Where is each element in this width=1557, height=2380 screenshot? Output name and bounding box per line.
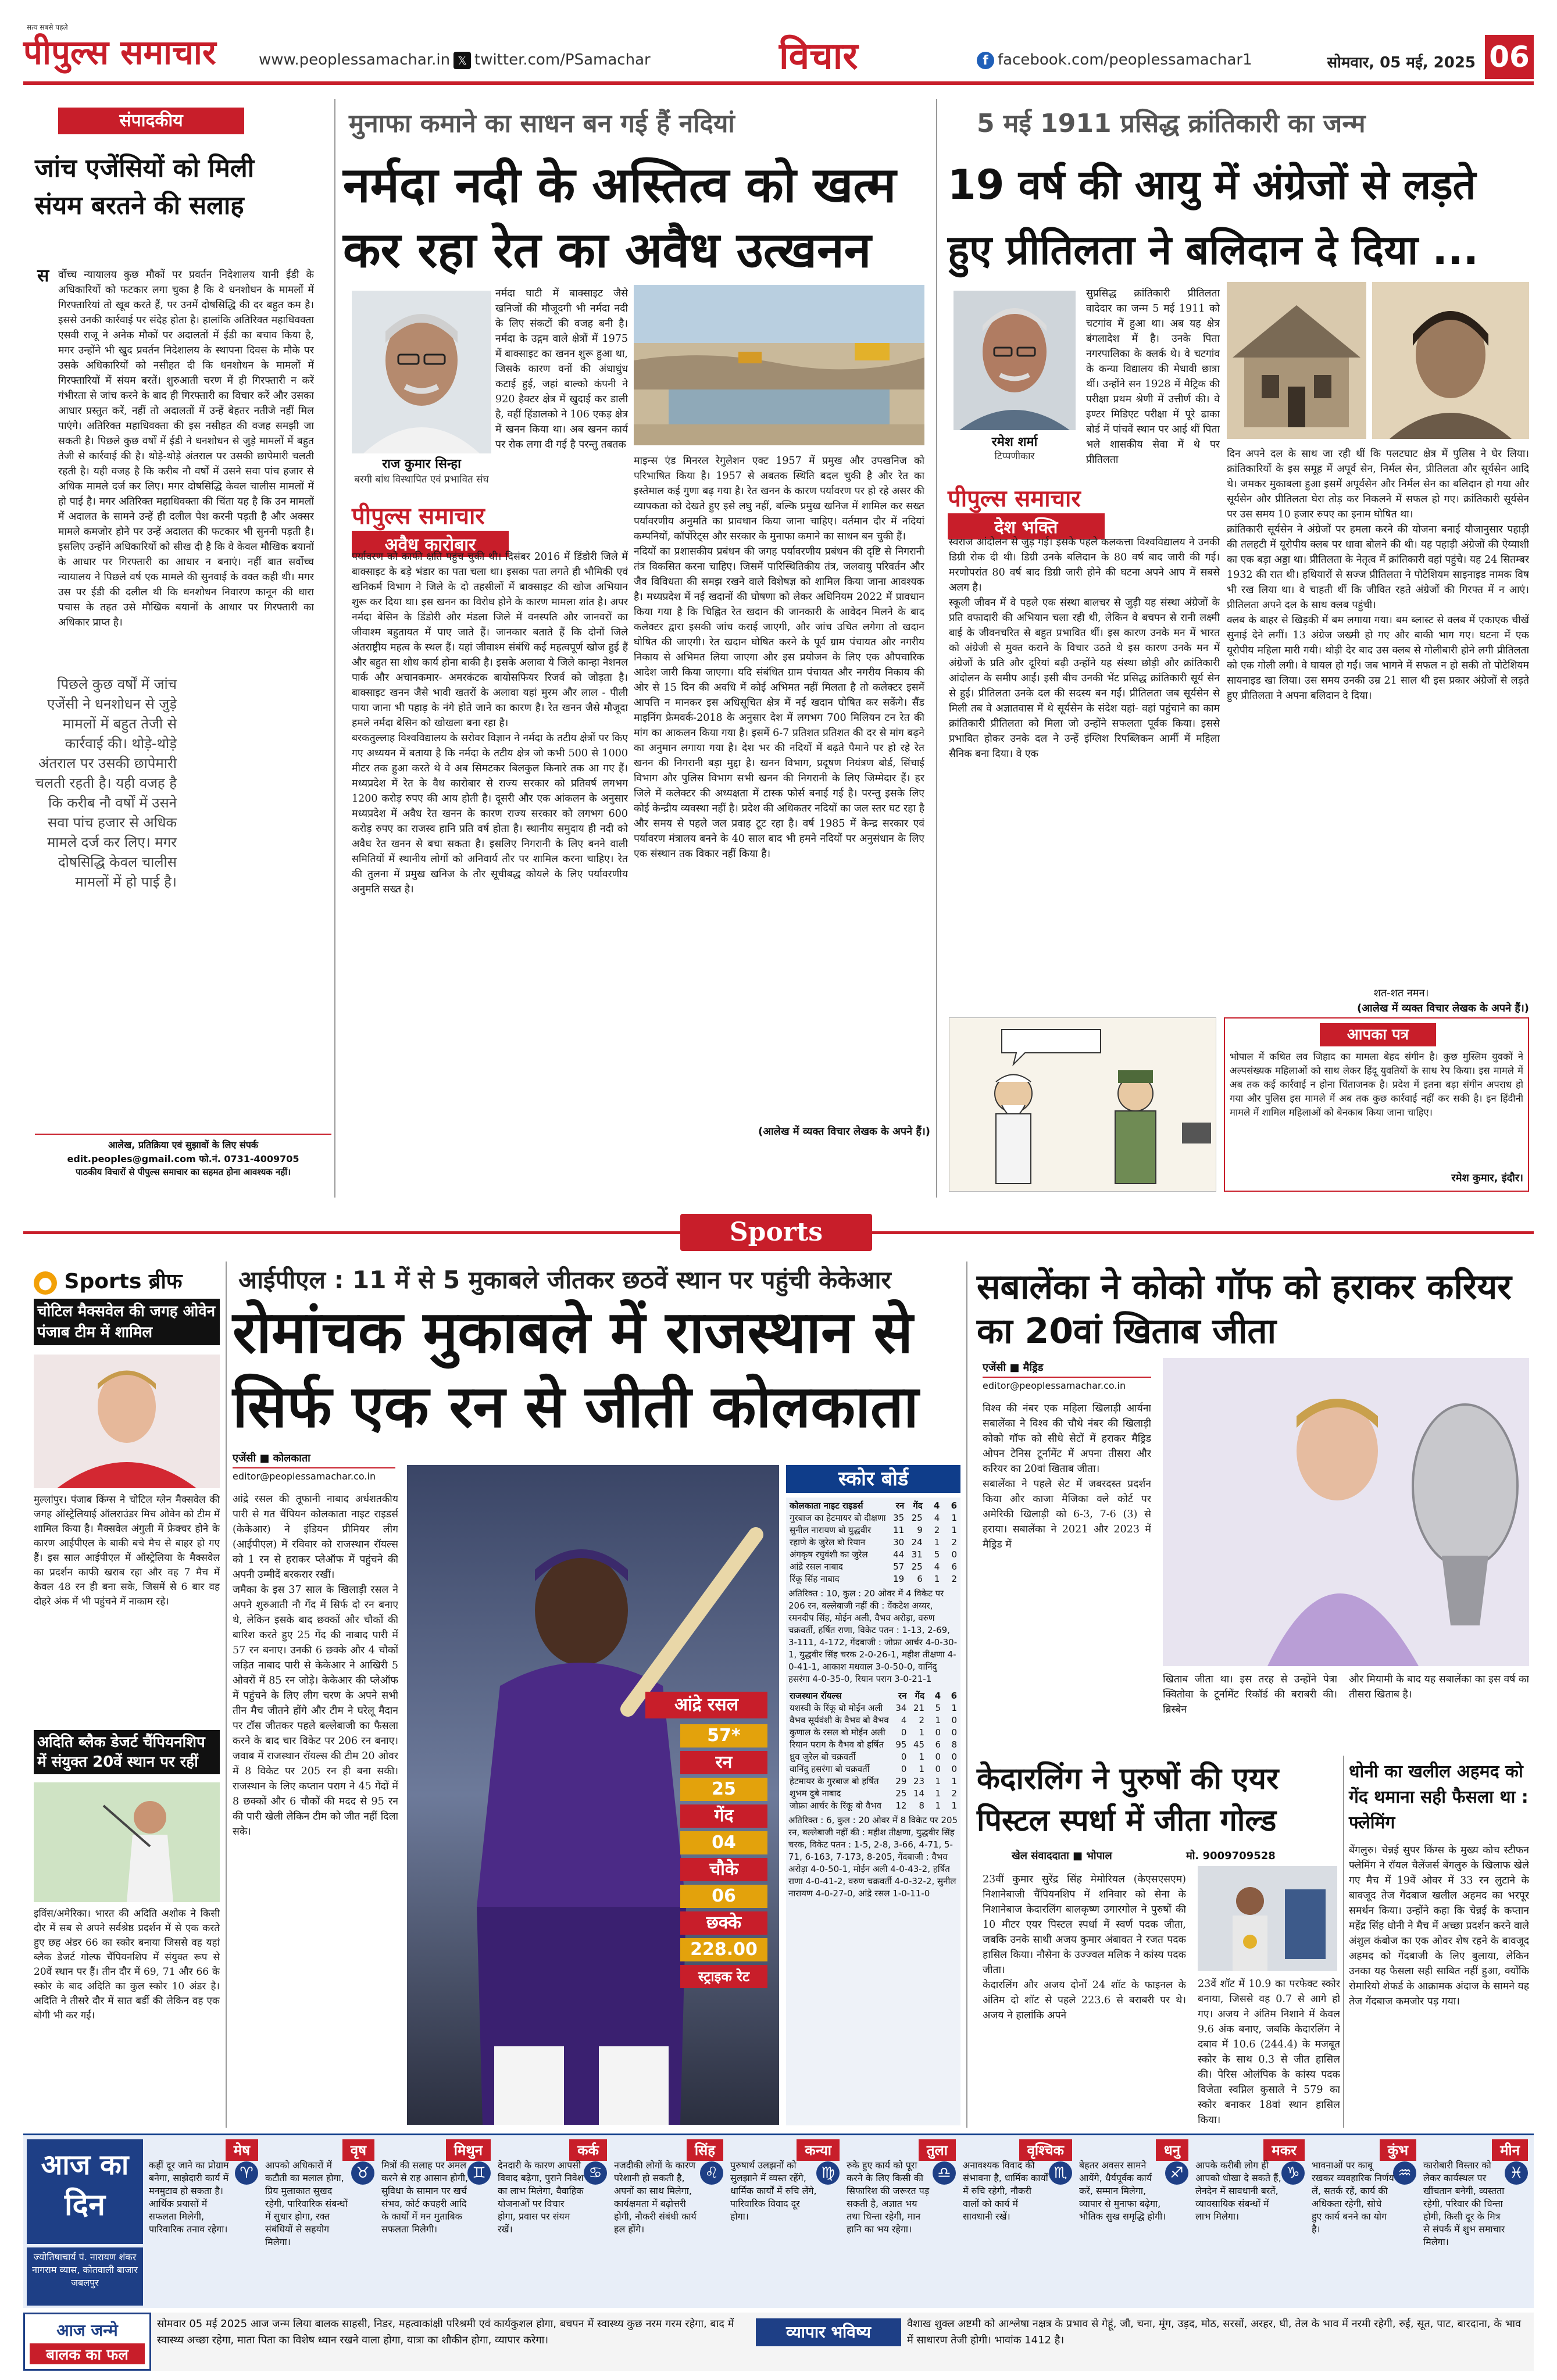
sports-brief-tag [34, 1266, 183, 1295]
editorial-email[interactable]: edit.peoples@gmail.com फो.नं. 0731-4009705 [67, 1153, 299, 1164]
stat-sixes-label: छक्के [680, 1911, 767, 1935]
horoscope-sign-vrishchik [960, 2138, 1076, 2307]
header-runs: रन [898, 1691, 907, 1701]
fours: 4 [934, 1561, 940, 1572]
brief2-body: इविंस/अमेरिका। भारत की अदिति अशोक ने किसी दौर में सब से अपने सर्वश्रेष्ठ प्रदर्शन में से एक करते हुए छह अंडर 66 का स्कोर बनाया जिससे वह यहां ब्लैक डेजर्ट गोल्फ चैंपियनशिप में संयुक्त रूप से 20वें स्थान पर हैं। तीन दौर में 69, 71 और 66 के स्कोर के बाद अदिति का कुल स्कोर 10 अंडर है। अदिति ने तीसरे दौर में सात बर्डी की लेकिन वह एक बोगी भी कर गईं। [34, 1908, 220, 2021]
header-fours: 4 [933, 1500, 940, 1511]
sign-text: देनदारी के कारण आपसी विवाद बढ़ेगा, पुराने निवेश का लाभ मिलेगा, वैवाहिक योजनाओं पर विचार होगा, प्रवास पर संयम रखें। [498, 2160, 584, 2235]
sand-mining-photo [634, 285, 924, 445]
ipl-headline: रोमांचक मुकाबले में राजस्थान से सिर्फ एक रन से जीती कोलकाता [233, 1298, 919, 1441]
runs: 25 [895, 1788, 907, 1799]
horoscope-sign-makar [1193, 2138, 1308, 2307]
stat-fours-value: 04 [680, 1831, 767, 1854]
x-twitter-icon: 𝕏 [453, 52, 471, 69]
sign-text: बेहतर अवसर सामने आयेंगे, धैर्यपूर्वक कार्य करें, सम्मान मिलेगा, व्यापार से मुनाफा बढ़ेगा, भौतिक सुख समृद्धि होगी। [1079, 2160, 1166, 2222]
sixes: 6 [951, 1561, 957, 1572]
twitter-handle: twitter.com/PSamachar [474, 51, 651, 69]
narmada-body-right: माइन्स एंड मिनरल रेगुलेशन एक्ट 1957 में प्रमुख और उपखनिज को परिभाषित किया है। 1957 से अबतक स्थिति बदल चुकी है और रेत का इस्तेमाल कई गुणा बढ़ गया है। रेत खनन के कारण पर्यावरण पर हो रहे असर की व्यापकता को देखते हुए इसे लघु नहीं, बल्कि प्रमुख खनिज में शामिल कर सख्त पर्यावरणीय अनुमति का प्रावधान किया जाना चाहिए। वर्तमान दौर में नदियां कम्पनियों, कॉर्पोरेट्स और सरकार के मुनाफा कमाने का साधन बन चुकी हैं। नदियों का प्रशासकीय प्रबंधन की जगह पर्यावरणीय प्रबंधन की दृष्टि से निगरानी तंत्र विकसित करना चाहिए। जिसमें पारिस्थितिकीय तंत्र, जलवायु परिवर्तन और जैव विविधता की समझ रखने वाले विशेषज्ञ को शामिल किया जाना आवश्यक है। मध्यप्रदेश में नई खदानों की घोषणा को लेकर अधिनियम 2022 में प्रावधान किया गया है कि चिह्नित रेत खदान की जानकारी के आवेदन मिलने के बाद कलेक्टर द्वारा इसकी जांच कराई जाएगी, और जांच उचित लगेगा तो खदान घोषित की जाएगी। रेत खदान घोषित करने के पूर्व ग्राम पंचायत और नगरीय निकाय से अभिमत लिया जाएगा और इस प्रयोजन के लिए एक औपचारिक आदेश जारी किया जाएगा। यदि संबंधित ग्राम पंचायत और नगरीय निकाय की ओर से 15 दिन की अवधि में कोई अभिमत नहीं मिलता है तो कलेक्टर इसमें आपत्ति न मानकर इस अधिसूचित क्षेत्र में नई खदान घोषित कर सकेंगे। सैंड माइनिंग फ्रेमवर्क-2018 के अनुसार देश में लगभग 700 मिलियन टन रेत की मांग का आकलन किया गया है। इसमें 6-7 प्रतिशत प्रतिशत की दर से मांग बढ़ने का अनुमान लगाया गया है। देश भर की नदियों में बढ़ते पैमाने पर हो रहे रेत खनन की निगरानी बड़ा मुद्दा है। खनन विभाग, प्रदूषण नियंत्रण बोर्ड, सिंचाई विभाग और पुलिस विभाग सभी खनन की निगरानी के लिए जिम्मेदार हैं। हर जिले में कलेक्टर की अध्यक्षता में टास्क फोर्स बनाई गई है। परन्तु इसके लिए कोई केन्द्रीय व्यवस्था नहीं है। प्रदेश की अधिकतर नदियों का जल स्तर घट रहा है और समय से पहले जल प्रवाह टूट रहा है। वर्ष 1985 में केन्द्र सरकार एवं पर्यावरण मंत्रालय बनने के 40 साल बाद भी हमने नदियों पर अनुसंधान के लिए एक संस्थान तक विकार नहीं किया है। [634, 455, 924, 860]
horoscope-sign-kumbh [1309, 2138, 1420, 2307]
brief1-headline: चोटिल मैक्सवेल की जगह ओवेन पंजाब टीम में शामिल [34, 1299, 220, 1345]
masthead [23, 21, 1534, 85]
sagittarius-icon: ♐ [1165, 2161, 1188, 2185]
batter: जोफ्रा आर्चर के रिंकू बो वैभव [790, 1800, 882, 1811]
column-brand [948, 481, 1105, 539]
pritilata-body-right: दिन अपने दल के साथ जा रही थीं कि पलटघाट क्षेत्र में पुलिस ने घेर लिया। क्रांतिकारियों के इस समूह में अपूर्व सेन, निर्मल सेन, प्रीतिलता और सूर्यसेन आदि थे। जमकर मुकाबला हुआ इसमें अपूर्वसेन और निर्मल सेन का बलिदान हो गया और सूर्यसेन और प्रीतिलता घेरा तोड़ कर निकलने में सफल हो गए। क्रांतिकारी सूर्यसेन पर उस समय 10 हजार रुपए का इनाम घोषित था। क्रांतिकारी सूर्यसेन ने अंग्रेजों पर हमला करने की योजना बनाई यौजानुसार पहाड़ी की तलहटी में यूरोपीय क्लब पर धावा बोलने की थी। यह पहाड़ी अंग्रेजों की ऐय्याशी का एक बड़ा अड्डा था। प्रीतिलता के नेतृत्व में क्रांतिकारी वहां पहुंचे। यह 24 सितम्बर 1932 की रात थी। हथियारों से सज्ज प्रीतिलता ने पोटेशियम साइनाइड नामक विष भी रख लिया था। वे चाहती थीं कि जीवित रहते अंग्रेजों की गिरफ्त में न आएं। प्रीतिलता अपने दल के साथ क्लब पहुंची। क्लब के बाहर से खिड़की में बम लगाया गया। बम ब्लास्ट से क्लब में एकाएक चीखें सुनाई देने लगीं। 13 अंग्रेज जख्मी हो गए और बाकी भाग गए। घटना में एक यूरोपीय महिला मारी गयी। थोड़ी देर बाद उस क्लब से गोलीबारी होने लगी प्रीतिलता को एक गोली लगी। वे घायल हो गईं। जब भागने में सफल न हो सकी तो पोटेशियम सायनाइड खा लिया। उस समय उनकी उम्र 21 साल थी इस प्रकार अंग्रेजों से लड़ते हुए प्रीतिलता ने अपना बलिदान दे दिया। [1227, 448, 1529, 702]
pisces-icon: ♓ [1505, 2161, 1528, 2185]
letters-body: भोपाल में कथित लव जिहाद का मामला बेहद संगीन है। कुछ मुस्लिम युवकों ने अल्पसंख्यक महिलाओं को साथ लेकर हिंदू युवतियों के साथ रेप किया। इस मामले में अब तक कई कार्रवाई न होना चिंताजनक है। प्रदेश में इतना बड़ा संगीन अपराध हो गया और पुलिस इस मामले में अब तक कुछ कार्रवाई नहीं कर सकी है। इन हिंदीनी मामले में शामिल महिलाओं को बेनकाब किया जाना चाहिए। [1230, 1051, 1523, 1118]
gemini-icon: ♊ [467, 2161, 491, 2185]
website-link[interactable]: www.peoplessamachar.in [259, 51, 451, 69]
table-row [788, 1800, 958, 1812]
sixes: 0 [951, 1715, 957, 1725]
sixes: 2 [951, 1788, 957, 1799]
sign-name: मिथुन [446, 2139, 491, 2161]
pritilata-body-intro: सुप्रसिद्ध क्रांतिकारी प्रीतिलता वादेदार का जन्म 5 मई 1911 को चटगांव में हुआ था। अब यह क्षेत्र बंगलादेश में है। उनके पिता नगरपालिका के क्लर्क थे। वे चटगांव के कन्या विद्यालय की मेधावी छात्रा थीं। उन्होंने सन 1928 में मैट्रिक की परीक्षा प्रथम श्रेणी में उत्तीर्ण की। वे इण्टर मिडिएट परीक्षा में पूरे ढाका बोर्ड में पांचवें स्थान पर आई थीं पिता भले शासकीय सेवा में थे पर प्रीतिलता [1086, 288, 1220, 466]
runs: 19 [893, 1574, 905, 1584]
horoscope-sign-kanya [728, 2138, 843, 2307]
column-tag: अवैध कारोबार [352, 531, 509, 557]
kedarling-headline: केदारलिंग ने पुरुषों की एयर पिस्टल स्पर्धा में जीता गोल्ड [977, 1761, 1279, 1838]
fours: 1 [934, 1574, 940, 1584]
horoscope-title-line2: दिन [65, 2188, 105, 2222]
capricorn-icon: ♑ [1281, 2161, 1305, 2185]
author-name: राज कुमार सिन्हा [382, 457, 461, 471]
birthday-tag-line2: बालक का फल [30, 2343, 145, 2364]
stat-fours-label: चौके [680, 1858, 767, 1881]
sixes: 1 [951, 1776, 957, 1786]
aries-icon: ♈ [235, 2161, 258, 2185]
business-forecast-tag: व्यापार भविष्य [756, 2318, 901, 2346]
runs: 29 [895, 1776, 907, 1786]
table-row [788, 1702, 958, 1714]
ipl-body: आंद्रे रसल की तूफानी नाबाद अर्धशतकीय पारी से गत चैंपियन कोलकाता नाइट राइडर्स (केकेआर) ने इंडियन प्रीमियर लीग (आईपीएल) में रविवार को राजस्थान रॉयल्स को 1 रन से हराकर प्लेऑफ में पहुंचने की अपनी उम्मीदें बरकरार रखीं। जमैका के इस 37 साल के खिलाड़ी रसल ने अपने शुरुआती नौ गेंद में सिर्फ दो रन बनाए थे, लेकिन इसके बाद छक्कों और चौकों की बारिश करते हुए 25 गेंद की नाबाद पारी में 57 रन बनाए। उनकी 6 छक्के और 4 चौकों जड़ित नाबाद पारी से केकेआर ने आखिरी 5 ओवरों में 85 रन जोड़े। केकेआर की प्लेऑफ में पहुंचने के लिए लीग चरण के अपने सभी तीन मैच जीतने होंगे और टीम ने घरेलू मैदान पर टॉस जीतकर पहले बल्लेबाजी का फैसला करने के बाद चार विकेट पर 206 रन बनाए। जवाब में राजस्थान रॉयल्स की टीम 20 ओवर में 8 विकेट पर 205 रन ही बना सकी। राजस्थान के लिए कप्तान पराग ने 45 गेंदों में 8 छक्कों और 6 चौकों की मदद से 95 रन की पारी खेली लेकिन टीम को जीत नहीं दिला सके। [233, 1493, 398, 1838]
runs: 95 [895, 1739, 907, 1750]
header-fours: 4 [934, 1691, 941, 1701]
runs: 30 [893, 1537, 905, 1548]
balls: 8 [919, 1800, 925, 1811]
sign-text: पुरुषार्थ उलझनों को सुलझाने में व्यस्त रहेंगे, धार्मिक कार्यों में रुचि लेंगे, पारिवारिक विवाद दूर होगा। [730, 2160, 817, 2222]
sign-text: मित्रों की सलाह पर अमल करने से राह आसान होगी, सुविधा के सामान पर खर्च संभव, कोर्ट कचहरी आदि के कार्यों में मन मुताबिक सफलता मिलेगी। [381, 2160, 469, 2235]
batter: रहाणे के जुरेल बो रियान [790, 1537, 866, 1548]
fours: 6 [935, 1739, 941, 1750]
sabalenka-body-end: और मियामी के बाद यह सबालेंका का इस वर्ष का तीसरा खिताब है। [1349, 1674, 1529, 1700]
kedarling-body: 23वीं कुमार सुरेंद्र सिंह मेमोरियल (केएसएसएम) निशानेबाजी चैंपियनशिप में शनिवार को सेना के निशानेबाज केदारलिंग बालकृष्ण उगारगोल ने पुरुषों की 10 मीटर एयर पिस्टल स्पर्धा में स्वर्ण पदक जीता, जबकि उनके साथी अजय कुमार अंबावत ने रजत पदक हासिल किया। नौसेना के उज्ज्वल मलिक ने कांस्य पदक जीता। केदारलिंग और अजय दोनों 24 शॉट के फाइनल के अंतिम दो शॉट से पहले 223.6 से बराबरी पर थे। अजय ने हालांकि अपने [983, 1874, 1186, 2021]
fours: 5 [934, 1549, 940, 1560]
narmada-body-main: पर्यावरण को काफी क्षति पहुंच चुकी थी। दिसंबर 2016 में डिंडोरी जिले में बाक्साइट के बड़े भंडार का पता चला था। इसका पता लगते ही भौमिकी एवं खनिकर्म विभाग ने जिले के दो तहसीलों में बाक्साइट की खोज अभियान शुरू कर दिया था। इस खनन का विरोध होने के कारण मामला शांत है। अपर नर्मदा बेसिन के डिंडोरी और मंडला जिले में वनस्पति और जानवरों का जीवाश्म बहुतायत में पाए जाते हैं। जानकार बताते हैं कि दोनों जिले अंतराष्ट्रीय महत्व के स्थल हैं। यहां जीवाश्म संबंधि कई महत्वपूर्ण खोज हुई हैं और बहुत सा शोध कार्य होना बाकी है। इसके अलावा ये जिले कान्हा नेशनल पार्क और अचानकमार- अमरकंटक बायोसफियर रिजर्व को जोड़ता है। बाक्साइट खनन जैसे भावी खतरों के अलावा यहां मुरम और लाल - पीली पाया जाना भी पहाड़ के नंगे होते जाने का कारण है। रेत खनन जैसे मौजूदा हमले नर्मदा बेसिन को खोखला बना रहा है। बरकतुल्लाह विश्वविद्यालय के सरोवर विज्ञान ने नर्मदा के तटीय क्षेत्रों पर किए गए अध्ययन में बताया है कि नर्मदा के तटीय क्षेत्र जो कभी 500 से 1000 मीटर तक हुआ करते थे वे अब सिमटकर बिलकुल किनारे तक आ गए हैं। मध्यप्रदेश में रेत के वैध कारोबार से राज्य सरकार को प्रतिवर्ष लगभग 1200 करोड़ रुपए की आय होती है। दूसरी और एक आंकलन के अनुसार मध्यप्रदेश में अवैध रेत खनन के कारण राज्य सरकार को लगभग 600 करोड़ रुपए का राजस्व हानि प्रति वर्ष होता है। स्थानीय समुदाय ही नदी को अवैध रेत खनन से बचा सकता है। इसलिए निगरानी के लिए बनने वाली समितियों में स्थानीय लोगों को अनिवार्य तौर पर शामिल करना चाहिए। रेत की तुलना में प्रमुख खनिज के तौर सूचीबद्ध कोयले के लिए पर्यावरणीय अनुमति सख्त है। [352, 551, 628, 895]
sign-text: कारोबारी विस्तार को लेकर कार्यस्थल पर खींचतान बनेगी, व्यस्तता रहेगी, परिवार की चिन्ता होगी, किसी दूर के मित्र से संपर्क में शुभ समाचार मिलेगा। [1423, 2160, 1505, 2247]
sign-text: आपको अधिकारों में कटौती का मलाल होगा, प्रिय मुलाकात सुखद रहेगी, पारिवारिक संबन्धों में सुधार होगा, रक्त संबंधियों से सहयोग मिलेगा। [265, 2160, 348, 2247]
dhoni-headline: धोनी का खलील अहमद को गेंद थमाना सही फैसला था : फ्लेमिंग [1349, 1761, 1529, 1833]
fours: 0 [935, 1764, 941, 1774]
letters-signature: रमेश कुमार, इंदौर। [1451, 1172, 1523, 1184]
table-row [788, 1775, 958, 1788]
fours: 0 [935, 1727, 941, 1738]
kedarling-agency: खेल संवाददाता ■ भोपाल [1012, 1850, 1112, 1862]
brief2-headline: अदिति ब्लैक डेजर्ट चैंपियनशिप में संयुक्त 20वें स्थान पर रहीं [34, 1730, 220, 1774]
sign-name: धनु [1156, 2139, 1188, 2161]
divider [226, 1262, 227, 2128]
birthday-tag-line1: आज जन्मे [56, 2321, 118, 2340]
runs: 34 [895, 1703, 907, 1713]
player-name-label: आंद्रे रसल [645, 1692, 767, 1718]
sign-text: आपके करीबी लोग ही आपको धोखा दे सकते हैं, लेनदेन में सावधानी बरतें, व्यावसायिक संबन्धों में लाभ मिलेगा। [1195, 2160, 1281, 2222]
runs: 0 [901, 1727, 907, 1738]
balls: 25 [911, 1513, 923, 1523]
sign-text: रुके हुए कार्य को पूरा करने के लिए किसी की सिफारिश की जरूरत पड़ सकती है, अज्ञात भय तथा चिन्ता रहेगी, मान हानि का भय रहेगा। [847, 2160, 930, 2235]
divider [1343, 1756, 1344, 2128]
author-description: बरगी बांध विस्थापित एवं प्रभावित संघ [354, 474, 489, 485]
horoscope-sign-mesh [147, 2138, 262, 2307]
balls: 45 [913, 1739, 925, 1750]
fours: 1 [935, 1776, 941, 1786]
column-brand [352, 499, 509, 557]
sign-name: कन्या [797, 2139, 840, 2161]
sign-name: वृश्चिक [1019, 2139, 1072, 2161]
dhoni-body: बेंगलुरु। चेन्नई सुपर किंग्स के मुख्य कोच स्टीफन फ्लेमिंग ने रॉयल चैलेंजर्स बेंगलुरु के खिलाफ खेले गए मैच में 19वें ओवर में 33 रन लुटाने के बावजूद तेज गेंदबाज खलील अहमद का भरपूर समर्थन किया। उन्होंने कहा कि चेन्नई के कप्तान महेंद्र सिंह धोनी ने मैच में अच्छा प्रदर्शन करने वाले अंशुल कंबोज का एक ओवर शेष रहने के बावजूद अहमद को गेंदबाजी के लिए बुलाया, लेकिन उनका यह फैसला सही साबित नहीं हुआ, क्योंकि रोमारियो शेफर्ड के आक्रामक अंदाज के सामने यह तेज गेंदबाज कमजोर पड़ गया। [1349, 1845, 1529, 2007]
table-row [788, 1714, 958, 1727]
balls: 1 [919, 1752, 925, 1762]
batter: सुनील नारायण बो युद्धवीर [790, 1525, 872, 1535]
kkr-batting-table [788, 1500, 958, 1585]
pritilata-portrait-photo [1372, 282, 1529, 439]
astrologer-name: ज्योतिषाचार्य पं. नारायण शंकर नागराम व्यास, कोतवाली बाजार जबलपुर [27, 2247, 143, 2306]
header-sixes: 6 [951, 1691, 957, 1701]
rr-header-team: राजस्थान रॉयल्स [790, 1691, 842, 1701]
sixes: 0 [951, 1549, 957, 1560]
section-title: विचार [779, 34, 858, 78]
sabalenka-agency: एजेंसी ■ मैड्रिड [983, 1361, 1044, 1374]
sign-name: मीन [1492, 2139, 1528, 2161]
page-number: 06 [1485, 35, 1534, 79]
sign-text: अनावश्यक विवाद की संभावना है, धार्मिक कार्यों में रुचि रहेगी, नौकरी वालों को कार्य में सावधानी रखें। [963, 2160, 1048, 2222]
table-row [788, 1751, 958, 1763]
balls: 9 [917, 1525, 923, 1535]
horoscope-sign-mithun [379, 2138, 494, 2307]
fours: 0 [935, 1752, 941, 1762]
aditi-ashok-photo [34, 1782, 220, 1902]
sign-name: तुला [919, 2139, 956, 2161]
balls: 25 [911, 1561, 923, 1572]
table-row [788, 1788, 958, 1800]
editorial-body: र्वोच्च न्यायालय कुछ मौकों पर प्रवर्तन निदेशालय यानी ईडी के अधिकारियों को फटकार लगा चुका है कि वे धनशोधन के मामलों में गिरफ्तारियां तो खूब करते हैं, पर उनमें दोषसिद्धि की दर बहुत कम है। इससे उनकी कार्रवाई पर संदेह होता है। हालांकि अतिरिक्त महाधिवक्ता एसवी राजू ने अनेक मौकों पर अदालतों में ईडी का बचाव किया है, मगर उन्होंने भी खुद प्रवर्तन निदेशालय के स्थापना दिवस के मौके पर उसके अधिकारियों को नसीहत दी कि धनशोधन के मामलों में गिरफ्तारियों में संयम बरतें। शुरुआती चरण में ही गिरफ्तारी न करें गंभीरता से जांच करने के बाद ही गिरफ्तारी का विचार करें और उसका आधार प्रस्तुत करें, नहीं तो अदालतों में उन्हें बेहतर नतीजे नहीं मिल पाएंगे। अतिरिक्त महाधिवक्ता की इस नसीहत की वजह समझी जा सकती है। पिछले कुछ वर्षों में ईडी ने धनशोधन से जुड़े मामलों में बहुत तेजी से कार्रवाई की है। थोड़े-थोड़े अंतराल पर उसकी छापेमारी चलती रहती है। यही वजह है कि करीब नौ वर्षों में उसने सवा पांच हजार से अधिक मामले दर्ज कर लिए। मगर दोषसिद्धि केवल चालीस मामलों में हो पाई है। मगर अतिरिक्त महाधिवक्ता की चिंता यह है कि उन मामलों में अदालत के सामने उन्हें ही दलील पेश करनी पड़ती है और अक्सर मामले कमजोर होने पर उन्हें अदालत की फटकार भी सुननी पड़ती है। इसलिए उन्होंने अधिकारियों को सीख दी है कि वे केवल मौखिक बयानों के आधार पर गिरफ्तारी का आधार न बनाएं। नहीं बात सर्वोच्च न्यायालय ने पिछले वर्ष एक मामले की सुनवाई के वक्त कही थी। मगर उस पर ईडी की दलील थी कि धनशोधन निवारण कानून की धारा पचास के तहत उसे मौखिक बयानों के आधार पर गिरफ्तारी का अधिकार प्राप्त है। [58, 269, 314, 628]
sabalenka-body: विश्व की नंबर एक महिला खिलाड़ी आर्यना सबालेंका ने विश्व की चौथे नंबर की खिलाड़ी कोको गॉफ को सीधे सेटों में हराकर मैड्रिड ओपन टेनिस टूर्नामेंट में अपना तीसरा और करियर का 20वां खिताब जीता। सबालेंका ने पहले सेट में जबरदस्त प्रदर्शन किया और काजा मैजिका क्ले कोर्ट पर अमेरिकी खिलाड़ी को 6-3, 7-6 (3) से हराया। सबालेंका ने 2021 और 2023 में मैड्रिड में [983, 1403, 1151, 1550]
narmada-headline: नर्मदा नदी के अस्तित्व को खत्म कर रहा रेत का अवैध उत्खनन [343, 156, 897, 278]
balls: 24 [911, 1537, 923, 1548]
stat-strike-rate-value: 228.00 [680, 1938, 767, 1961]
sixes: 1 [951, 1703, 957, 1713]
fours: 1 [935, 1788, 941, 1799]
sign-text: नजदीकी लोगों के कारण परेशानी हो सकती है, अपनों का साथ मिलेगा, कार्यक्षमता में बढ़ोत्तरी होगी, नौकरी संबंधी कार्य हल होंगे। [614, 2160, 697, 2235]
sign-name: सिंह [687, 2139, 723, 2161]
runs: 0 [901, 1764, 907, 1774]
stat-balls-label: गेंद [680, 1804, 767, 1828]
divider [35, 1134, 331, 1135]
table-row [788, 1524, 958, 1536]
balls: 23 [913, 1776, 925, 1786]
table-row [788, 1739, 958, 1751]
birthday-text: सोमवार 05 मई 2025 आज जन्म लिया बालक साहसी, निडर, महत्वाकांक्षी परिश्रमी एवं कार्यकुशल होगा, बचपन में स्वास्थ्य कुछ नरम गरम रहेगा, बाद में स्वास्थ्य अच्छा रहेगा, माता पिता का विशेष ध्यान रखने वाला होगा, यात्रा का शौकीन होगा, व्यापार करेगा। [157, 2318, 734, 2346]
sign-name: मकर [1263, 2139, 1305, 2161]
balls: 2 [919, 1715, 925, 1725]
sign-text: कहीं दूर जाने का प्रोग्राम बनेगा, साझेदारी कार्य में मनमुटाव हो सकता है। आर्थिक प्रयासों में सफलता मिलेगी, पारिवारिक तनाव रहेगा। [149, 2160, 229, 2235]
editorial-headline: जांच एजेंसियों को मिली संयम बरतने की सलाह [35, 153, 255, 220]
facebook-handle: facebook.com/peoplessamachar1 [998, 51, 1252, 69]
fours: 1 [935, 1800, 941, 1811]
stat-sixes-value: 06 [680, 1885, 767, 1908]
fours: 1 [934, 1537, 940, 1548]
table-row [788, 1561, 958, 1573]
kedarling-body-cont: 23वें शॉट में 10.9 का परफेक्ट स्कोर बनाया, जिससे वह 0.7 से आगे हो गए। अजय ने अंतिम निशाने में केवल 9.6 अंक बनाए, जबकि केदारलिंग ने दबाव में 10.6 (244.4) के मजबूत स्कोर के साथ 0.3 से जीत हासिल की। पेरिस ओलंपिक के कांस्य पदक विजेता स्वप्निल कुसाले ने 579 का स्कोर बनाकर 18वां स्थान हासिल किया। [1198, 1978, 1340, 2126]
table-row [788, 1763, 958, 1775]
sports-section-banner: Sports [680, 1214, 872, 1251]
editorial-disclaimer: पाठकीय विचारों से पीपुल्स समाचार का सहमत होना आवश्यक नहीं। [76, 1167, 291, 1177]
batter: वानिंदु हसरंगा बो चक्रवर्ती [790, 1764, 870, 1774]
sign-text: भावनाओं पर काबू रखकर व्यवहारिक निर्णय लें, सतर्क रहें, कार्य की अधिकता रहेगी, सोचे हुए कार्य बनने का योग है। [1312, 2160, 1394, 2235]
kkr-summary: अतिरिक्त : 10, कुल : 20 ओवर में 4 विकेट पर 206 रन, बल्लेबाजी नहीं की : वेंकटेश अय्यर, रमनदीप सिंह, मोईन अली, वैभव अरोड़ा, वरुण चक्रवर्ती, हर्षित राणा, विकेट पतन : 1-13, 2-69, 3-111, 4-172, गेंदबाजी : जोफ्रा आर्चर 4-0-30-1, युद्धवीर सिंह चरक 2-0-26-1, महीश तीक्षणा 4-0-41-1, आकाश मधवाल 3-0-50-0, वानिंदु हसरंगा 4-0-35-0, रियान पराग 3-0-21-1 [788, 1588, 958, 1684]
fours: 5 [935, 1703, 941, 1713]
virgo-icon: ♍ [816, 2161, 840, 2185]
table-row [788, 1549, 958, 1561]
sabalenka-trophy-photo [1163, 1358, 1529, 1666]
runs: 57 [893, 1561, 905, 1572]
horoscope-sign-dhanu [1077, 2138, 1192, 2307]
fours: 2 [934, 1525, 940, 1535]
runs: 35 [893, 1513, 905, 1523]
sixes: 0 [951, 1764, 957, 1774]
author-photo-raj-kumar-sinha [352, 291, 491, 453]
runs: 44 [893, 1549, 905, 1560]
narmada-disclaimer: (आलेख में व्यक्त विचार लेखक के अपने हैं।) [758, 1125, 930, 1138]
author-description: टिप्पणीकार [994, 451, 1035, 462]
scoreboard-title: स्कोर बोर्ड [786, 1465, 960, 1493]
sixes: 2 [951, 1574, 957, 1584]
batter: वैभव सूर्यवंशी के वैभव बो वैभव [790, 1715, 889, 1725]
horoscope-sign-kark [495, 2138, 610, 2307]
facebook-icon: f [977, 52, 994, 69]
runs: 12 [895, 1800, 907, 1811]
balls: 1 [919, 1764, 925, 1774]
narmada-body-intro: नर्मदा घाटी में बाक्साइट जैसे खनिजों की मौजूदगी भी नर्मदा नदी के लिए संकटों की वजह बनी है। नर्मदा के उद्गम वाले क्षेत्रों में 1975 में बाक्साइट का खनन शुरू हुआ था, जिसके कारण वनों की अंधाधुंध कटाई हुई, जहां बाल्को कंपनी ने 920 हैक्टर क्षेत्र में खुदाई कर डाली है, वहीं हिंडालको ने 106 एकड़ क्षेत्र में खनन किया था। अब खनन कार्य पर रोक लगा दी गई है परन्तु तबतक [495, 288, 628, 451]
editorial-cartoon [949, 1017, 1216, 1192]
pritilata-disclaimer: (आलेख में व्यक्त विचार लेखक के अपने हैं।) [1357, 1002, 1529, 1014]
rr-summary: अतिरिक्त : 6, कुल : 20 ओवर में 8 विकेट पर 205 रन, बल्लेबाजी नहीं की : महीश तीक्षणा, युद्धवीर सिंह चरक, विकेट पतन : 1-5, 2-8, 3-66, 4-71, 5-71, 6-163, 7-173, 8-205, गेंदबाजी : वैभव अरोड़ा 4-0-50-1, मोईन अली 4-0-43-2, हर्षित राणा 4-0-41-2, वरुण चक्रवर्ती 4-0-32-2, सुनील नारायण 4-0-27-0, आंद्रे रसल 1-0-11-0 [788, 1815, 958, 1899]
sixes: 2 [951, 1537, 957, 1548]
table-row [788, 1512, 958, 1524]
scorpio-icon: ♏ [1049, 2161, 1072, 2185]
batter: शुभम दुबे नाबाद [790, 1788, 841, 1799]
balls: 31 [911, 1549, 923, 1560]
batter: ध्रुव जुरेल बो चक्रवर्ती [790, 1752, 856, 1762]
batter: यशस्वी के रिंकू बो मोईन अली [790, 1703, 883, 1713]
business-forecast-text: वैशाख शुक्ल अष्टमी को आश्लेषा नक्षत्र के प्रभाव से गेहूं, जौ, चना, मूंग, उड़द, मोठ, सरसों, अरहर, घी, तेल के भाव में नरमी रहेगी, रुई, सूत, पाट, बारदाना, के भाव में साधारण तेजी होगी। भावांक 1412 है। [907, 2318, 1522, 2346]
batter: कुणाल के रसल बो मोईन अली [790, 1727, 885, 1738]
author-photo-ramesh-sharma [954, 291, 1076, 430]
sign-name: मेष [226, 2139, 258, 2161]
horoscope-title-line1: आज का [41, 2149, 129, 2181]
letters-tag: आपका पत्र [1320, 1023, 1436, 1046]
kedarling-phone[interactable]: मो. 9009709528 [1186, 1850, 1276, 1862]
rr-batting-table [788, 1690, 958, 1812]
player-stats [680, 1724, 767, 1992]
mitch-owen-photo [34, 1355, 220, 1488]
sabalenka-headline: सबालेंका ने कोको गॉफ को हराकर करियर का 20वां खिताब जीता [977, 1267, 1512, 1352]
batter: आंद्रे रसल नाबाद [790, 1561, 843, 1572]
newspaper-logo[interactable]: पीपुल्स समाचार [23, 33, 216, 72]
leo-icon: ♌ [700, 2161, 723, 2185]
horoscope-sign-vrish [263, 2138, 378, 2307]
scoreboard [786, 1498, 960, 2125]
fours: 1 [935, 1715, 941, 1725]
balls: 1 [919, 1727, 925, 1738]
runs: 11 [893, 1525, 905, 1535]
facebook-link[interactable] [977, 51, 1252, 69]
batter: गुरबाज का हेटमायर बो दीक्षणा [790, 1513, 886, 1523]
header-runs: रन [895, 1500, 905, 1511]
table-row [788, 1573, 958, 1585]
brand-logo: पीपुल्स समाचार [352, 502, 485, 530]
taurus-icon: ♉ [351, 2161, 374, 2185]
editorial-pullquote: पिछले कुछ वर्षों में जांच एजेंसी ने धनशोधन से जुड़े मामलों में बहुत तेजी से कार्रवाई की। थोड़े-थोड़े अंतराल पर उसकी छापेमारी चलती रहती है। यही वजह है कि करीब नौ वर्षों में उसने सवा पांच हजार से अधिक मामले दर्ज कर लिए। मगर दोषसिद्धि केवल चालीस मामलों में हो पाई है। [35, 676, 177, 890]
stat-runs-label: रन [680, 1751, 767, 1774]
kedarling-medal-photo [1198, 1866, 1337, 1971]
kkr-header-team: कोलकाता नाइट राइडर्स [790, 1500, 863, 1511]
divider [966, 1262, 967, 2128]
batter: रियान पराग के वैभव बो हर्षित [790, 1739, 884, 1750]
pritilata-salute: शत-शत नमन। [1373, 987, 1429, 999]
sixes: 8 [951, 1739, 957, 1750]
birthday-box [23, 2313, 151, 2371]
pritilata-kicker: 5 मई 1911 प्रसिद्ध क्रांतिकारी का जन्म [977, 109, 1366, 138]
logo-tagline: सत्य सबसे पहले [27, 23, 68, 31]
sixes: 1 [951, 1525, 957, 1535]
header-balls: गेंद [915, 1691, 925, 1701]
horoscope-sign-tula [844, 2138, 959, 2307]
balls: 14 [913, 1788, 925, 1799]
sign-name: वृष [342, 2139, 374, 2161]
fours: 4 [934, 1513, 940, 1523]
sign-name: कर्क [569, 2139, 607, 2161]
runs: 4 [901, 1715, 907, 1725]
header-sixes: 6 [951, 1500, 957, 1511]
editorial-dropcap: स [37, 266, 49, 286]
sixes: 1 [951, 1513, 957, 1523]
table-row [788, 1727, 958, 1739]
batter: अंगकृष रघुवंशी का जुरेल [790, 1549, 868, 1560]
author-name: रमेश शर्मा [991, 435, 1038, 449]
brief-tag-label: Sports ब्रीफ [64, 1270, 183, 1293]
editorial-tag: संपादकीय [58, 108, 244, 134]
ipl-email[interactable]: editor@peoplessamachar.co.in [233, 1467, 395, 1482]
ipl-agency: एजेंसी ■ कोलकाता [233, 1452, 310, 1464]
stat-balls-value: 25 [680, 1778, 767, 1801]
balls: 21 [913, 1703, 925, 1713]
horoscope-title [27, 2139, 143, 2244]
batter: हेटमायर के गुरबाज बो हर्षित [790, 1776, 879, 1786]
libra-icon: ♎ [933, 2161, 956, 2185]
balls: 6 [917, 1574, 923, 1584]
sabalenka-email[interactable]: editor@peoplessamachar.co.in [983, 1377, 1151, 1391]
pritilata-headline: 19 वर्ष की आयु में अंग्रेजों से लड़ते हुए प्रीतिलता ने बलिदान दे दिया ... [948, 161, 1479, 274]
sabalenka-body-cont: खिताब जीता था। इस तरह से उन्होंने पेत्रा क्वितोवा के टूर्नामेंट रिकॉर्ड की बराबरी की। ब्रिस्बेन [1163, 1674, 1337, 1716]
sixes: 0 [951, 1752, 957, 1762]
sixes: 0 [951, 1727, 957, 1738]
issue-date: सोमवार, 05 मई, 2025 [1327, 54, 1476, 72]
brand-logo: पीपुल्स समाचार [948, 485, 1081, 512]
horoscope-sign-meen [1421, 2138, 1531, 2307]
divider [936, 99, 937, 1198]
stat-strike-rate-label: स्ट्राइक रेट [680, 1965, 767, 1988]
batter: रिंकू सिंह नाबाद [790, 1574, 840, 1584]
stat-runs-value: 57* [680, 1724, 767, 1748]
sixes: 1 [951, 1800, 957, 1811]
divider [334, 99, 335, 1198]
editorial-contact: आलेख, प्रतिक्रिया एवं सुझावों के लिए संपर्क [108, 1139, 259, 1150]
column-tag: देश भक्ति [948, 513, 1105, 539]
sign-name: कुंभ [1380, 2139, 1416, 2161]
brief1-body: मुल्लांपुर। पंजाब किंग्स ने चोटिल ग्लेन मैक्सवेल की जगह ऑस्ट्रेलियाई ऑलराउंडर मिच ओवेन को टीम में शामिल किया है। मैक्सवेल अंगुली में फ्रेक्चर होने के कारण आईपीएल के बाकी बचे मैच से बाहर हो गए हैं। इस साल आईपीएल में ऑस्ट्रेलिया के मैक्सवेल का प्रदर्शन काफी खराब रहा और वह 7 मैच में केवल 48 रन ही बना सके, जिसमें से 6 बार वह दोहरे अंक में भी पहुंचने में नाकाम रहे। [34, 1494, 220, 1607]
narmada-kicker: मुनाफा कमाने का साधन बन गई हैं नदियां [349, 109, 735, 138]
sports-ball-icon: ● [34, 1271, 57, 1295]
ipl-kicker: आईपीएल : 11 में से 5 मुकाबले जीतकर छठवें स्थान पर पहुंची केकेआर [238, 1266, 891, 1294]
cancer-icon: ♋ [584, 2161, 607, 2185]
historic-house-photo [1227, 282, 1366, 439]
header-balls: गेंद [913, 1500, 923, 1511]
twitter-link[interactable] [453, 51, 651, 69]
horoscope-sign-simha [612, 2138, 727, 2307]
pritilata-body-main: स्वराज आंदोलन से जुड़ गई। इसके पहले कलकत्ता विश्वविद्यालय ने उनकी डिग्री रोक दी थी। डिग्री उनके बलिदान के 80 वर्ष बाद जारी की गई। मरणोपरांत 80 वर्ष बाद डिग्री जारी होने की घटना अपने आप में सबसे अलग है। स्कूली जीवन में वे पहले एक संस्था बालचर से जुड़ी यह संस्था अंग्रेजों के प्रति वफादारी की अभियान चला रही थी, लेकिन वे बचपन से रानी लक्ष्मी बाई के जीवनचरित से बहुत प्रभावित थीं। इस कारण उनके मन में भारत को अंग्रेजी से मुक्त कराने के विचार उठते थे इस कारण उनके मन में अंग्रेजों के प्रति और दूरियां बढ़ी उन्होंने यह संस्था छोड़ी और क्रांतिकारी आंदोलन के समीप आईं। इसी बीच उनकी भेंट प्रसिद्ध क्रांतिकारी सूर्य सेन से हुई। प्रीतिलता उनके दल की सदस्य बन गईं। प्रीतिलता जब सूर्यसेन से मिली तब वे अज्ञातवास में थे सूर्यसेन के संदेश यहां- वहां पहुंचाने का काम क्रांतिकारी प्रीतिलता को मिला जो उन्होंने सफलता पूर्वक किया। इससे प्रभावित होकर उनके दल ने उन्हें इंग्लिश रिपब्लिकन आर्मी में महिला सैनिक बना दिया। वे एक [949, 537, 1220, 760]
table-row [788, 1536, 958, 1549]
runs: 0 [901, 1752, 907, 1762]
aquarius-icon: ♒ [1393, 2161, 1416, 2185]
